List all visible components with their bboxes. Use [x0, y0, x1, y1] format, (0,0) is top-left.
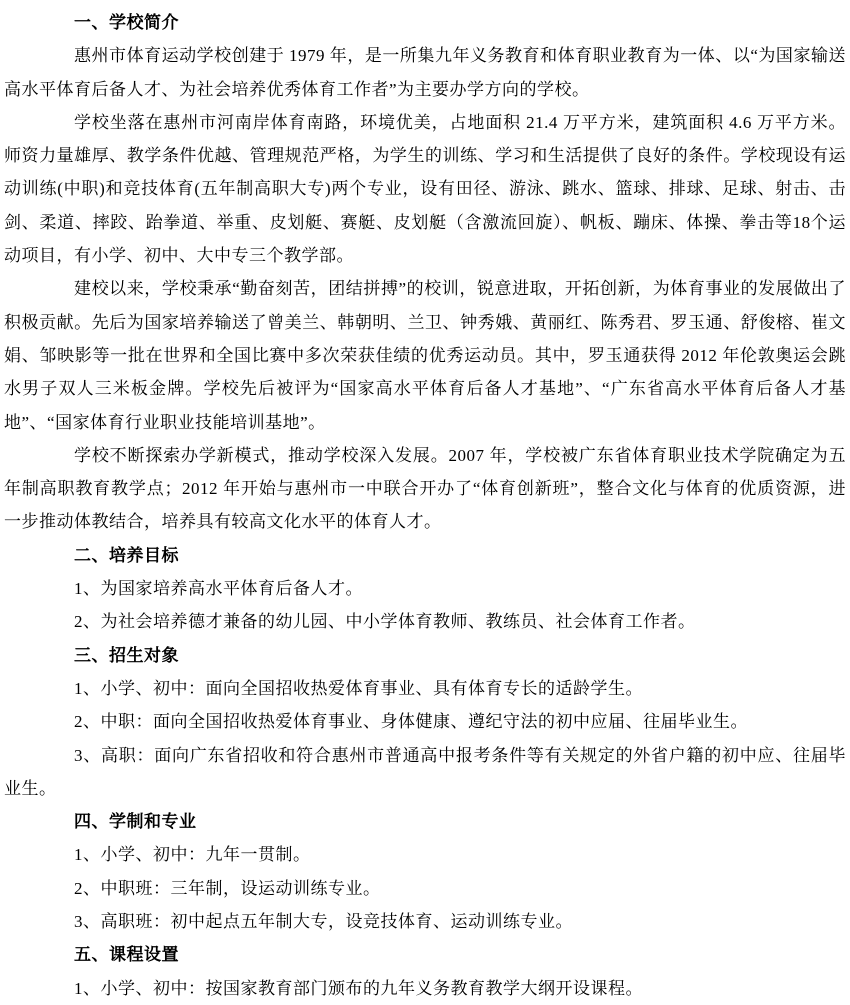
list-item: 1、小学、初中：九年一贯制。 — [74, 845, 311, 865]
paragraph: 学校不断探索办学新模式，推动学校深入发展。2007 年，学校被广东省体育职业技术学院确定为五年制高职教育教学点；2012 年开始与惠州市一中联合开办了“体育创新班”，整合文化与体育的优质资源，进一步推动体教结合，培养具有较高文化水平的体育人才。 — [4, 445, 846, 532]
section-heading: 三、招生对象 — [74, 645, 179, 665]
paragraph: 惠州市体育运动学校创建于 1979 年，是一所集九年义务教育和体育职业教育为一体、以“为国家输送高水平体育后备人才、为社会培养优秀体育工作者”为主要办学方向的学校。 — [4, 46, 846, 99]
section-enrollment-targets — [4, 639, 846, 805]
paragraph: 学校坐落在惠州市河南岸体育南路，环境优美，占地面积 21.4 万平方米，建筑面积 4.6 万平方米。师资力量雄厚、教学条件优越、管理规范严格，为学生的训练、学习和生活提供了良好的条件。学校现设有运动训练(中职)和竞技体育(五年制高职大专)两个专业，设有田径、游泳、跳水、篮球、排球、足球、射击、击剑、柔道、摔跤、跆拳道、举重、皮划艇、赛艇、皮划艇（含激流回旋）、帆板、蹦床、体操、拳击等18个运动项目，有小学、初中、大中专三个教学部。 — [4, 112, 846, 266]
list-item: 2、为社会培养德才兼备的幼儿园、中小学体育教师、教练员、社会体育工作者。 — [74, 612, 696, 632]
section-schooling-and-majors — [4, 805, 846, 938]
section-heading: 一、学校简介 — [74, 13, 179, 32]
section-heading: 二、培养目标 — [74, 545, 179, 565]
section-school-intro — [4, 6, 846, 539]
list-item: 2、中职：面向全国招收热爱体育事业、身体健康、遵纪守法的初中应届、往届毕业生。 — [74, 712, 748, 732]
list-item: 1、为国家培养高水平体育后备人才。 — [74, 579, 363, 599]
list-item: 3、高职：面向广东省招收和符合惠州市普通高中报考条件等有关规定的外省户籍的初中应、往届毕业生。 — [4, 745, 846, 798]
list-item: 1、小学、初中：按国家教育部门颁布的九年义务教育教学大纲开设课程。 — [74, 978, 643, 998]
list-item: 1、小学、初中：面向全国招收热爱体育事业、具有体育专长的适龄学生。 — [74, 678, 643, 698]
list-item: 2、中职班：三年制，设运动训练专业。 — [74, 878, 381, 898]
section-curriculum — [4, 938, 846, 1005]
section-heading: 四、学制和专业 — [74, 812, 197, 832]
document-body — [4, 6, 846, 1005]
list-item: 3、高职班：初中起点五年制大专，设竞技体育、运动训练专业。 — [74, 912, 573, 932]
section-heading: 五、课程设置 — [74, 945, 179, 965]
section-training-goals — [4, 539, 846, 639]
paragraph: 建校以来，学校秉承“勤奋刻苦，团结拼搏”的校训，锐意进取，开拓创新，为体育事业的发展做出了积极贡献。先后为国家培养输送了曾美兰、韩朝明、兰卫、钟秀娥、黄丽红、陈秀君、罗玉通、舒俊榕、崔文娟、邹映影等一批在世界和全国比赛中多次荣获佳绩的优秀运动员。其中，罗玉通获得 2012 年伦敦奥运会跳水男子双人三米板金牌。学校先后被评为“国家高水平体育后备人才基地”、“广东省高水平体育后备人才基地”、“国家体育行业职业技能培训基地”。 — [4, 279, 846, 432]
